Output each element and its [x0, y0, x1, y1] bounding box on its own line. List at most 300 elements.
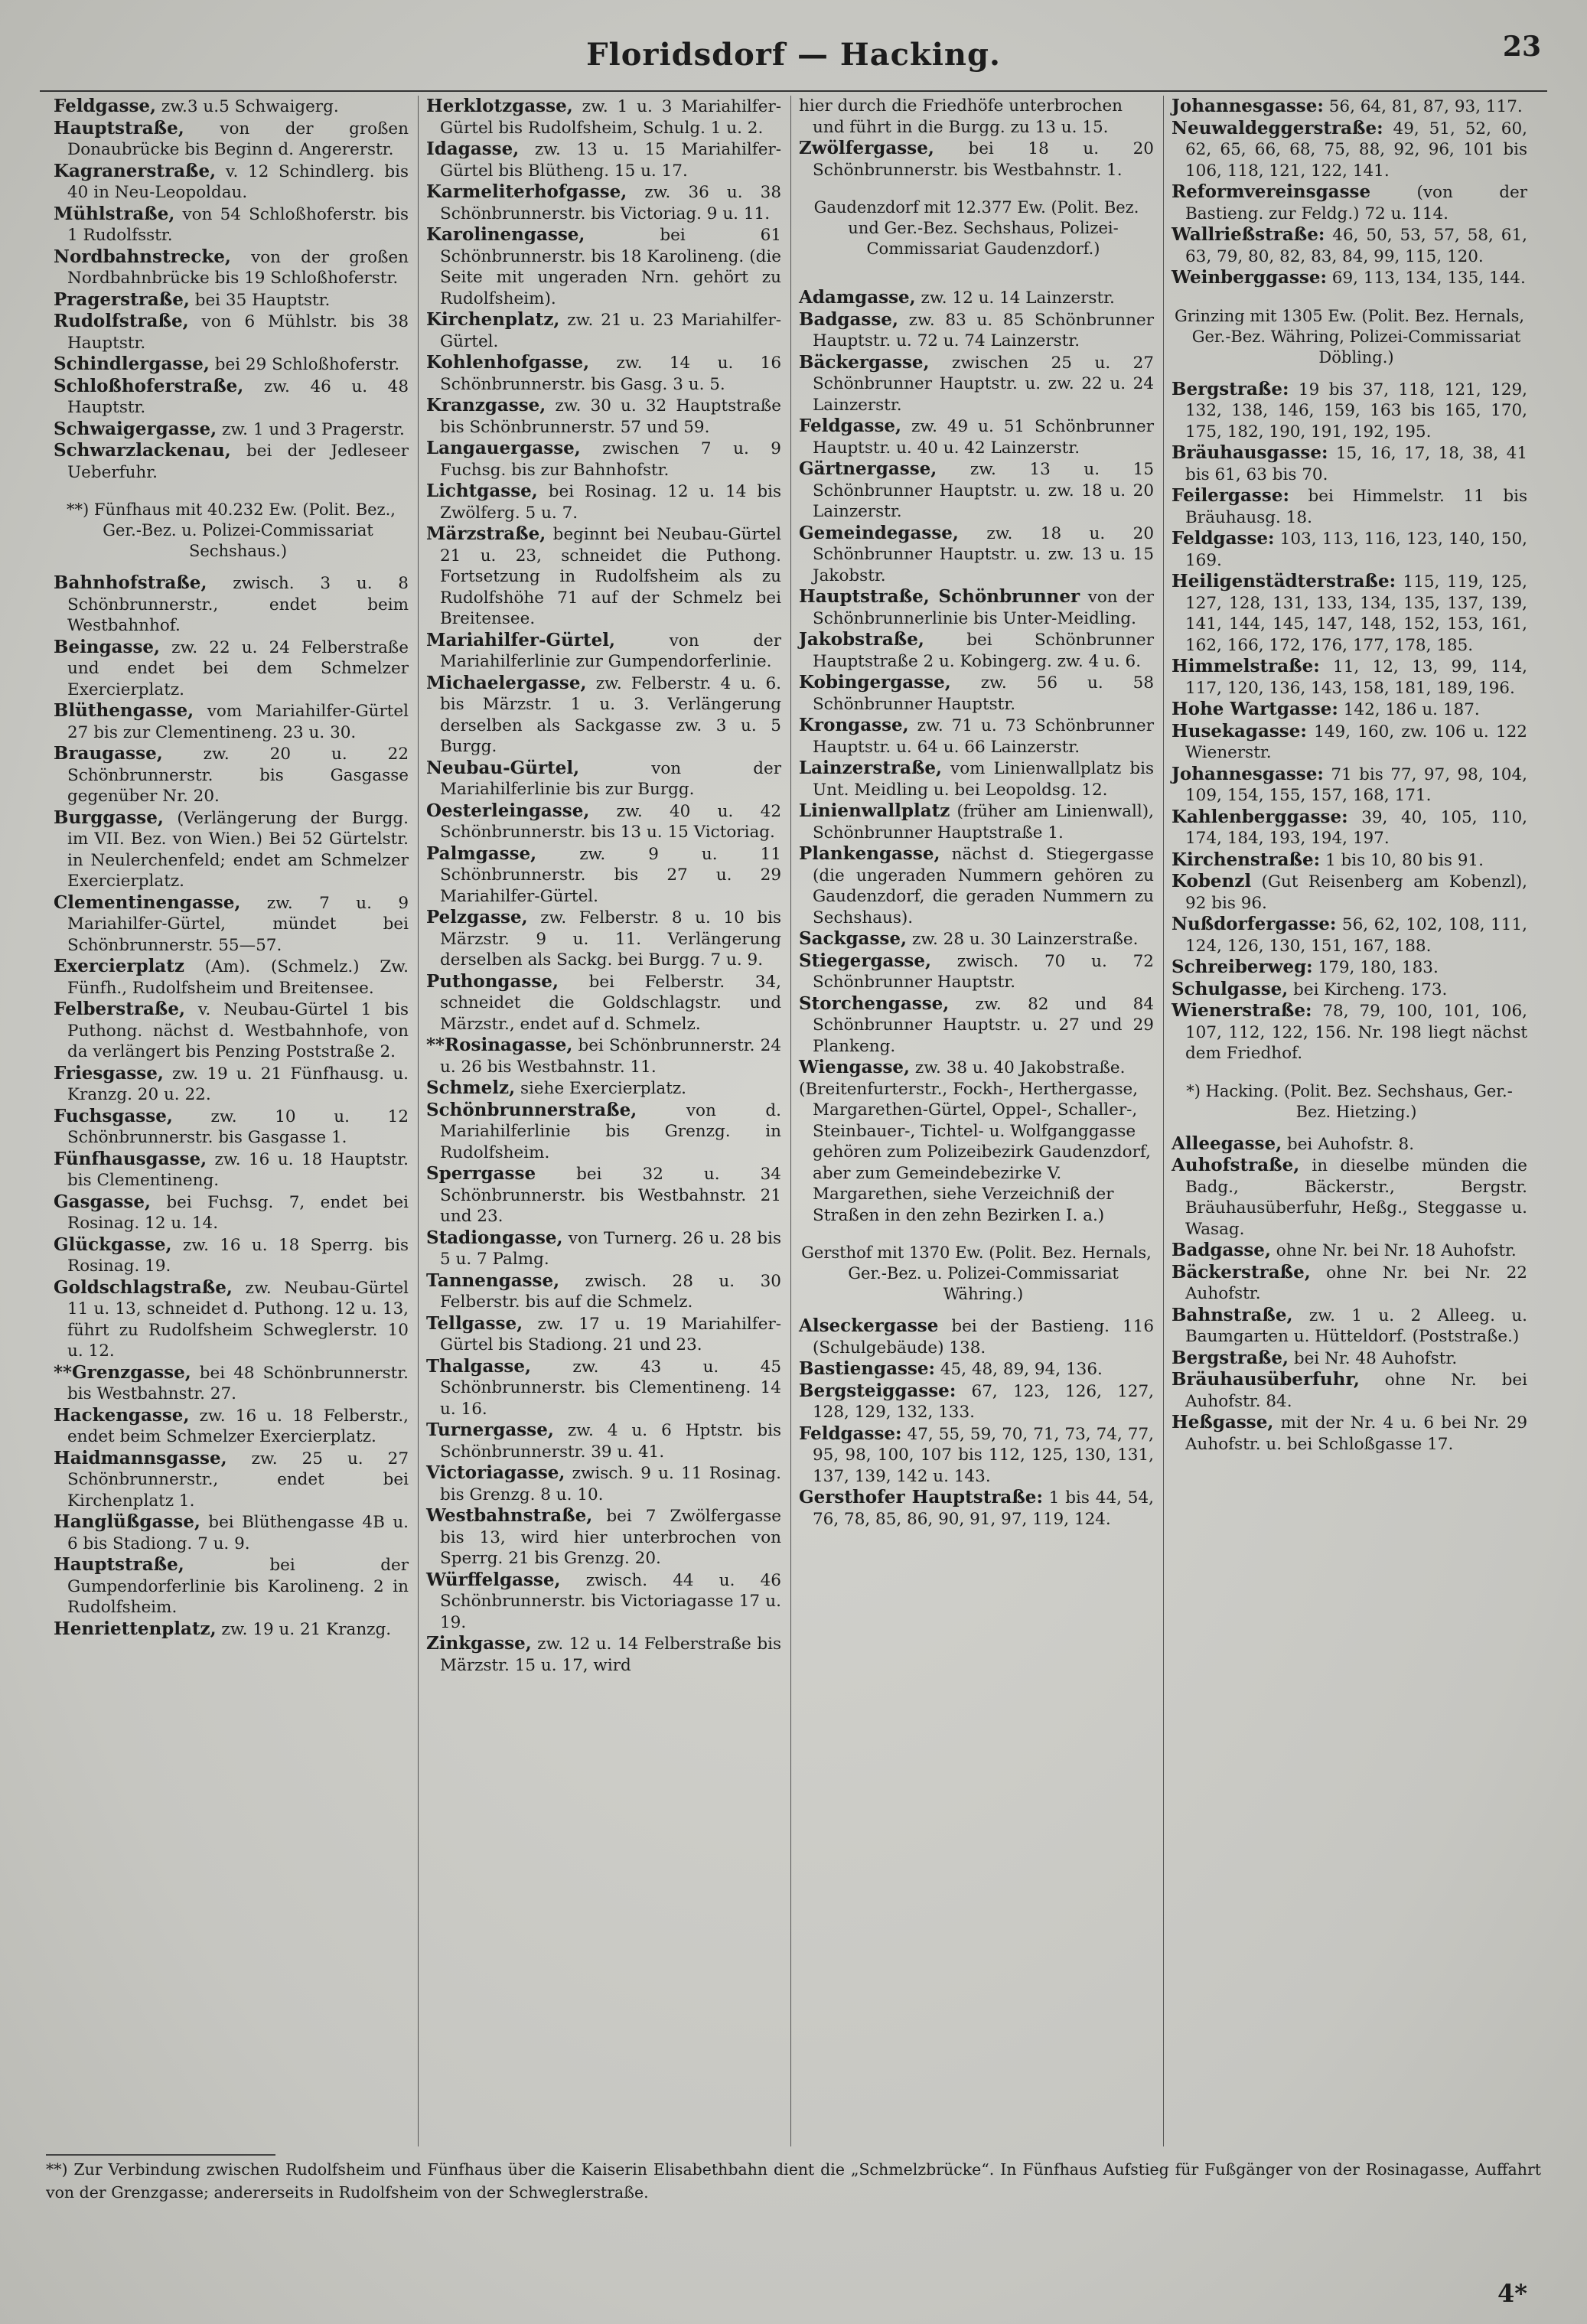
street-name: Bäckergasse, [799, 351, 930, 373]
page-number: 23 [1502, 31, 1541, 63]
street-entry [54, 1618, 409, 1641]
street-name: Feldgasse: [799, 1423, 902, 1444]
street-description: zw. 4 u. 6 Hptstr. bis Schönbrunnerstr. 39 u. 41. [440, 1421, 781, 1462]
street-entry [54, 892, 409, 957]
street-description: 103, 113, 116, 123, 140, 150, 169. [1185, 530, 1527, 570]
street-description: 69, 113, 134, 135, 144. [1326, 269, 1526, 288]
street-name: Mühlstraße, [54, 203, 175, 224]
street-description: zw. 13 u. 15 Schönbrunner Hauptstr. u. zw. 18 u. 20 Lainzerstr. [813, 460, 1154, 521]
street-entry [426, 139, 781, 181]
street-description: 67, 123, 126, 127, 128, 129, 132, 133. [813, 1381, 1154, 1422]
street-entry [54, 204, 409, 246]
street-description: 149, 160, zw. 106 u. 122 Wienerstr. [1185, 722, 1527, 762]
street-description: zw. 16 u. 18 Sperrg. bis Rosinag. 19. [67, 1235, 409, 1276]
street-name: Kobenzl [1172, 871, 1252, 891]
street-entry [1172, 267, 1527, 289]
street-name: Wallrießstraße: [1172, 224, 1325, 245]
street-description: zw. 71 u. 73 Schönbrunner Hauptstr. u. 64 u. 66 Lainzerstr. [813, 716, 1154, 757]
street-entry [799, 1380, 1154, 1423]
street-entry [1172, 764, 1527, 807]
street-entry [1172, 807, 1527, 849]
street-description: bei Blüthengasse 4B u. 6 bis Stadiong. 7 u. 9. [67, 1513, 409, 1553]
street-entry [1172, 485, 1527, 528]
street-name: Bergstraße, [1172, 1347, 1289, 1368]
street-entry [426, 1462, 781, 1505]
street-description: in dieselbe münden die Badg., Bäckerstr., Bergstr. Bräuhausüberfuhr, Heßg., Steggasse u. Wasag. [1185, 1156, 1527, 1239]
street-name: Friesgasse, [54, 1062, 164, 1084]
street-name: Feldgasse, [54, 96, 157, 116]
street-name: Wienerstraße: [1172, 1000, 1312, 1021]
signature-mark: 4* [1497, 2279, 1527, 2308]
street-description: zw. Neubau-Gürtel 11 u. 13, schneidet d. Puthong. 12 u. 13, führt zu Rudolfsheim Schweglerstr. 10 u. 12. [67, 1278, 409, 1361]
street-name: Herklotzgasse, [426, 96, 573, 116]
street-description: bei Schönbrunner Hauptstraße 2 u. Kobingerg. zw. 4 u. 6. [813, 631, 1154, 671]
street-description: bei Himmelstr. 11 bis Bräuhausg. 18. [1185, 487, 1527, 527]
street-name: Gasgasse, [54, 1191, 152, 1212]
street-entry [54, 572, 409, 637]
street-entry [799, 1487, 1154, 1530]
street-name: Badgasse, [1172, 1240, 1271, 1260]
street-description: bei 35 Hauptstr. [189, 290, 331, 310]
street-entry [54, 1362, 409, 1405]
street-entry [426, 630, 781, 673]
street-entry [1172, 1348, 1527, 1370]
street-entry [1172, 1262, 1527, 1305]
street-name: Schwarzlackenau, [54, 440, 231, 461]
street-name: Schönbrunnerstraße, [426, 1099, 637, 1120]
street-description: bei 18 u. 20 Schönbrunnerstr. bis Westbahnstr. 1. [813, 139, 1154, 180]
section-spacer [799, 181, 1154, 197]
street-entry [426, 758, 781, 800]
street-name: Stiegergasse, [799, 950, 931, 971]
street-entry [426, 673, 781, 758]
street-description: bei Rosinag. 12 u. 14 bis Zwölferg. 5 u. 7. [440, 482, 781, 523]
street-description: zw. 10 u. 12 Schönbrunnerstr. bis Gasgasse 1. [67, 1107, 409, 1147]
column-1 [46, 96, 419, 2146]
street-name: Hauptstraße, [54, 1554, 184, 1575]
street-name: Heßgasse, [1172, 1412, 1274, 1433]
street-name: Johannesgasse: [1172, 763, 1324, 784]
street-name: Zinkgasse, [426, 1633, 532, 1654]
street-name: Puthongasse, [426, 970, 559, 992]
street-name: Storchengasse, [799, 993, 950, 1014]
street-entry [54, 376, 409, 419]
street-name: Bräuhausgasse: [1172, 442, 1328, 463]
street-name: Palmgasse, [426, 843, 537, 864]
street-description: zw. 16 u. 18 Hauptstr. bis Clementineng. [67, 1149, 409, 1190]
street-name: Nußdorfergasse: [1172, 914, 1337, 934]
column-4 [1164, 96, 1536, 2146]
street-description: von der Mariahilferlinie zur Gumpendorferlinie. [440, 631, 781, 671]
street-name: Bahnstraße, [1172, 1304, 1293, 1325]
street-description: 15, 16, 17, 18, 38, 41 bis 61, 63 bis 70. [1185, 444, 1527, 484]
street-description: von der großen Nordbahnbrücke bis 19 Schloßhoferstr. [67, 247, 409, 288]
street-name: Henriettenplatz, [54, 1618, 217, 1639]
street-entry [799, 309, 1154, 352]
page-header [0, 29, 1587, 83]
street-description: bei der Bastieng. 116 (Schulgebäude) 138. [813, 1317, 1154, 1358]
street-name: Beingasse, [54, 636, 161, 657]
street-name: Haidmannsgasse, [54, 1447, 227, 1468]
street-name: Pelzgasse, [426, 907, 528, 927]
street-description: bei der Jedleseer Ueberfuhr. [67, 442, 409, 482]
street-name: Schulgasse, [1172, 978, 1289, 999]
street-name: Heiligenstädterstraße: [1172, 571, 1396, 592]
street-description: v. Neubau-Gürtel 1 bis Puthong. nächst d. Westbahnhofe, von da verlängert bis Penzing Poststraße 2. [67, 1000, 409, 1061]
street-name: Kohlenhofgasse, [426, 352, 590, 373]
street-name: Bahnhofstraße, [54, 572, 207, 593]
street-description: bei Schönbrunnerstr. 24 u. 26 bis Westbahnstr. 11. [440, 1036, 781, 1077]
section-heading: *) Hacking. (Polit. Bez. Sechshaus, Ger.-Bez. Hietzing.) [1186, 1081, 1513, 1121]
street-entry [1172, 1133, 1527, 1155]
street-description: mit der Nr. 4 u. 6 bei Nr. 29 Auhofstr. u. bei Schloßgasse 17. [1185, 1413, 1527, 1454]
street-entry [1172, 224, 1527, 267]
street-entry [54, 96, 409, 118]
street-entry [799, 287, 1154, 309]
street-name: **Rosinagasse, [426, 1035, 573, 1055]
street-name: Feldgasse, [799, 416, 902, 436]
section-spacer [1172, 1064, 1527, 1081]
street-name: Schindlergasse, [54, 354, 210, 374]
street-description: zw. 20 u. 22 Schönbrunnerstr. bis Gasgasse gegenüber Nr. 20. [67, 745, 409, 806]
street-name: Goldschlagstraße, [54, 1276, 233, 1298]
street-entry [54, 419, 409, 441]
street-entry [1172, 1305, 1527, 1348]
street-name: Neuwaldeggerstraße: [1172, 117, 1383, 139]
column-2 [419, 96, 791, 2146]
street-name: Gemeindegasse, [799, 522, 959, 543]
street-entry [799, 672, 1154, 715]
running-title: Floridsdorf — Hacking. [586, 37, 1001, 73]
street-description: zw. 56 u. 58 Schönbrunner Hauptstr. [813, 673, 1154, 714]
street-description: 56, 62, 102, 108, 111, 124, 126, 130, 151, 167, 188. [1185, 915, 1527, 956]
street-description: zw. 18 u. 20 Schönbrunner Hauptstr. u. zw. 13 u. 15 Jakobstr. [813, 523, 1154, 585]
street-entry [426, 523, 781, 630]
street-entry [1172, 1155, 1527, 1240]
street-name: Sperrgasse [426, 1163, 536, 1184]
street-entry [799, 758, 1154, 800]
street-entry [426, 1569, 781, 1634]
street-entry [54, 440, 409, 483]
street-entry [1172, 1240, 1527, 1262]
street-name: Feldgasse: [1172, 528, 1275, 549]
street-name: Schreiberweg: [1172, 957, 1313, 977]
street-name: Auhofstraße, [1172, 1155, 1300, 1175]
street-entry [799, 138, 1154, 181]
street-name: Badgasse, [799, 308, 898, 330]
street-description: zw. 49 u. 51 Schönbrunner Hauptstr. u. 40 u. 42 Lainzerstr. [813, 417, 1154, 458]
street-entry [54, 1063, 409, 1106]
street-entry [799, 715, 1154, 758]
street-entry [1172, 118, 1527, 182]
street-description: vom Linienwallplatz bis Unt. Meidling u. bei Leopoldsg. 12. [813, 759, 1154, 800]
street-entry [1172, 379, 1527, 443]
street-description: zw. 22 u. 24 Felberstraße und endet bei dem Schmelzer Exercierplatz. [67, 637, 409, 699]
text-columns [46, 96, 1538, 2146]
header-rule [40, 90, 1547, 92]
street-name: Stadiongasse, [426, 1227, 563, 1248]
street-name: Hackengasse, [54, 1404, 190, 1426]
street-name: Zwölfergasse, [799, 138, 934, 158]
street-name: Sackgasse, [799, 928, 907, 949]
street-name: Hauptstraße, [54, 117, 184, 139]
street-entry [426, 1227, 781, 1270]
street-description: (früher am Linienwall), Schönbrunner Hauptstraße 1. [813, 802, 1154, 843]
street-name: Tannengasse, [426, 1270, 560, 1291]
street-name: Blüthengasse, [54, 700, 194, 721]
section-spacer [799, 270, 1154, 287]
street-description: bei 7 Zwölfergasse bis 13, wird hier unterbrochen von Sperrg. 21 bis Grenzg. 20. [440, 1507, 781, 1568]
street-name: Kirchenplatz, [426, 309, 560, 330]
street-description: ohne Nr. bei Auhofstr. 84. [1185, 1371, 1527, 1411]
street-name: Schmelz, [426, 1077, 516, 1098]
street-description: zw. 13 u. 15 Mariahilfer-Gürtel bis Blütheng. 15 u. 17. [440, 140, 781, 181]
section-spacer [1172, 289, 1527, 306]
street-entry [426, 843, 781, 908]
street-description: von Turnerg. 26 u. 28 bis 5 u. 7 Palmg. [440, 1228, 781, 1269]
street-entry [426, 1356, 781, 1420]
street-name: Karmeliterhofgasse, [426, 181, 627, 202]
street-name: **Grenzgasse, [54, 1361, 191, 1383]
street-name: Bräuhausüberfuhr, [1172, 1369, 1360, 1390]
section-heading: Gersthof mit 1370 Ew. (Polit. Bez. Hernals, Ger.-Bez. u. Polizei-Commissariat Währing.) [801, 1243, 1152, 1303]
street-description: zwischen 7 u. 9 Fuchsg. bis zur Bahnhofstr. [440, 439, 781, 480]
street-entry [799, 1057, 1154, 1079]
street-name: Kirchenstraße: [1172, 849, 1321, 870]
street-name: Burggasse, [54, 807, 164, 828]
street-description: zw. 9 u. 11 Schönbrunnerstr. bis 27 u. 29 Mariahilfer-Gürtel. [440, 844, 781, 906]
street-description: 56, 64, 81, 87, 93, 117. [1323, 97, 1523, 116]
street-name: Exercierplatz [54, 956, 184, 976]
street-description: 1 bis 10, 80 bis 91. [1320, 850, 1484, 870]
street-description: zw. 40 u. 42 Schönbrunnerstr. bis 13 u. 15 Victoriag. [440, 801, 781, 842]
street-name: Lichtgasse, [426, 481, 538, 501]
street-entry [799, 352, 1154, 416]
section-spacer [54, 483, 409, 500]
street-entry [54, 743, 409, 807]
street-description: zw. 17 u. 19 Mariahilfer-Gürtel bis Stadiong. 21 und 23. [440, 1314, 781, 1354]
street-description: ohne Nr. bei Nr. 22 Auhofstr. [1185, 1263, 1527, 1303]
street-name: Michaelergasse, [426, 672, 587, 693]
column-3 [791, 96, 1164, 2146]
street-description: (Am). (Schmelz.) Zw. Fünfh., Rudolfsheim und Breitensee. [67, 957, 409, 998]
street-name: Bergstraße: [1172, 378, 1289, 399]
street-entry [426, 309, 781, 352]
street-entry [54, 1511, 409, 1554]
street-entry [799, 928, 1154, 950]
street-entry [54, 1106, 409, 1149]
street-name: Wiengasse, [799, 1057, 911, 1077]
street-name: Fünfhausgasse, [54, 1148, 207, 1169]
street-entry [799, 1315, 1154, 1358]
street-name: Bäckerstraße, [1172, 1261, 1311, 1283]
street-description: zw. Felberstr. 8 u. 10 bis Märzstr. 9 u. 11. Verlängerung derselben als Sackg. bei Burgg. 7 u. 9. [440, 908, 781, 970]
street-entry [426, 438, 781, 481]
street-description: 49, 51, 52, 60, 62, 65, 66, 68, 75, 88, 92, 96, 101 bis 106, 118, 121, 122, 141. [1185, 119, 1527, 181]
street-name: Hauptstraße, Schönbrunner [799, 586, 1080, 607]
street-name: Bergsteiggasse: [799, 1380, 956, 1401]
street-description: zwisch. 9 u. 11 Rosinag. bis Grenzg. 8 u. 10. [440, 1464, 781, 1504]
street-entry [426, 395, 781, 438]
street-name: Hanglüßgasse, [54, 1511, 200, 1532]
street-description: 1 bis 44, 54, 76, 78, 85, 86, 90, 91, 97, 119, 124. [813, 1488, 1154, 1529]
street-name: Krongasse, [799, 715, 909, 735]
section-heading: **) Fünfhaus mit 40.232 Ew. (Polit. Bez., Ger.-Bez. u. Polizei-Commissariat Sechshaus.) [67, 500, 396, 560]
street-name: Glückgasse, [54, 1234, 172, 1255]
street-entry [54, 1234, 409, 1277]
street-entry [54, 637, 409, 701]
street-description: bei Fuchsg. 7, endet bei Rosinag. 12 u. 14. [67, 1192, 409, 1233]
street-name: Alseckergasse [799, 1315, 939, 1336]
street-name: Fuchsgasse, [54, 1105, 173, 1126]
street-name: Feilergasse: [1172, 485, 1289, 506]
street-name: Nordbahnstrecke, [54, 246, 231, 267]
street-description: zw. 1 und 3 Pragerstr. [217, 419, 405, 439]
street-description: zw. 83 u. 85 Schönbrunner Hauptstr. u. 72 u. 74 Lainzerstr. [813, 310, 1154, 350]
street-description: zwisch. 70 u. 72 Schönbrunner Hauptstr. [813, 951, 1154, 992]
street-description: zwisch. 44 u. 46 Schönbrunnerstr. bis Victoriagasse 17 u. 19. [440, 1570, 781, 1632]
street-description: zw. 28 u. 30 Lainzerstraße. [906, 930, 1139, 949]
street-name: Märzstraße, [426, 523, 546, 544]
street-entry [54, 246, 409, 289]
street-description: 47, 55, 59, 70, 71, 73, 74, 77, 95, 98, 100, 107 bis 112, 125, 130, 131, 137, 139, 142 u. 143. [813, 1424, 1154, 1486]
street-name: Kahlenberggasse: [1172, 806, 1348, 827]
street-name: Kagranerstraße, [54, 160, 217, 181]
street-entry [799, 993, 1154, 1058]
street-description: zw. 12 u. 14 Felberstraße bis Märzstr. 15 u. 17, wird [440, 1635, 781, 1675]
street-name: Himmelstraße: [1172, 656, 1320, 676]
continuation-text: hier durch die Friedhöfe unterbrochen und führt in die Burgg. zu 13 u. 15. [799, 96, 1123, 137]
street-name: Langauergasse, [426, 438, 581, 458]
street-name: Hohe Wartgasse: [1172, 699, 1338, 719]
section-spacer [799, 1226, 1154, 1243]
street-description: zwisch. 3 u. 8 Schönbrunnerstr., endet beim Westbahnhof. [67, 574, 409, 635]
street-description: zw. 7 u. 9 Mariahilfer-Gürtel, mündet bei Schönbrunnerstr. 55—57. [67, 893, 409, 955]
street-entry [799, 458, 1154, 523]
street-entry [1172, 96, 1527, 118]
street-description: ohne Nr. bei Nr. 18 Auhofstr. [1270, 1241, 1517, 1260]
street-description: bei 48 Schönbrunnerstr. bis Westbahnstr. 27. [67, 1363, 409, 1403]
street-entry [426, 1100, 781, 1164]
street-entry [54, 700, 409, 743]
street-entry [54, 354, 409, 376]
street-name: Adamgasse, [799, 287, 916, 308]
street-description: zw. 36 u. 38 Schönbrunnerstr. bis Victoriag. 9 u. 11. [440, 183, 781, 223]
street-name: Karolinengasse, [426, 224, 585, 245]
street-entry [54, 118, 409, 161]
street-name: Pragerstraße, [54, 288, 190, 310]
street-entry [426, 1035, 781, 1077]
street-description: zw. 14 u. 16 Schönbrunnerstr. bis Gasg. 3 u. 5. [440, 354, 781, 394]
street-description: von d. Mariahilferlinie bis Grenzg. in Rudolfsheim. [440, 1100, 781, 1162]
street-name: Braugasse, [54, 743, 163, 764]
street-entry [54, 1191, 409, 1234]
street-description: 11, 12, 13, 99, 114, 117, 120, 136, 143, 158, 181, 189, 196. [1185, 657, 1527, 698]
street-description: von 54 Schloßhoferstr. bis 1 Rudolfsstr. [67, 204, 409, 245]
street-description: von 6 Mühlstr. bis 38 Hauptstr. [67, 312, 409, 353]
street-entry [426, 1313, 781, 1356]
street-entry [54, 807, 409, 892]
street-entry [426, 1505, 781, 1569]
street-description: 19 bis 37, 118, 121, 129, 132, 138, 146, 159, 163 bis 165, 170, 175, 182, 190, 191, 192, 195. [1185, 380, 1527, 442]
street-entry [54, 999, 409, 1063]
continuation-text: (Breitenfurterstr., Fockh-, Herthergasse, Margarethen-Gürtel, Oppel-, Schaller-, Steinbauer-, Tichtel- u. Wolfganggasse gehören zum Polizeibezirk Gaudenzdorf, aber zum Gemeindebezirke V. Margarethen, siehe Verzeichniß der Straßen in den zehn Bezirken I. a.) [799, 1079, 1151, 1225]
street-entry [54, 1405, 409, 1448]
street-name: Rudolfstraße, [54, 311, 189, 331]
street-description: zw. 43 u. 45 Schönbrunnerstr. bis Clementineng. 14 u. 16. [440, 1357, 781, 1419]
street-entry [1172, 571, 1527, 656]
street-name: Oesterleingasse, [426, 800, 590, 821]
street-name: Clementinengasse, [54, 891, 241, 913]
street-entry [1172, 957, 1527, 979]
street-entry [1172, 181, 1527, 224]
street-entry [1172, 979, 1527, 1001]
street-description: zw. 25 u. 27 Schönbrunnerstr., endet bei Kirchenplatz 1. [67, 1449, 409, 1511]
street-name: Johannesgasse: [1172, 96, 1324, 116]
street-entry [426, 181, 781, 224]
street-name: Mariahilfer-Gürtel, [426, 629, 615, 650]
street-name: Jakobstraße, [799, 629, 924, 650]
street-entry [799, 416, 1154, 458]
street-entry [54, 1448, 409, 1512]
street-description: 78, 79, 100, 101, 106, 107, 112, 122, 156. Nr. 198 liegt nächst dem Friedhof. [1185, 1002, 1527, 1063]
street-entry [799, 1423, 1154, 1488]
street-description: (Verlängerung der Burgg. im VII. Bez. von Wien.) Bei 52 Gürtelstr. in Neulerchenfeld; endet am Schmelzer Exercierplatz. [67, 808, 409, 891]
street-description: zw. 1 u. 3 Mariahilfer-Gürtel bis Rudolfsheim, Schulg. 1 u. 2. [440, 97, 781, 138]
street-entry [799, 1358, 1154, 1380]
street-description: v. 12 Schindlerg. bis 40 in Neu-Leopoldau. [67, 161, 409, 202]
street-entry [799, 629, 1154, 672]
street-description: zwisch. 28 u. 30 Felberstr. bis auf die Schmelz. [440, 1271, 781, 1312]
street-description: vom Mariahilfer-Gürtel 27 bis zur Clementineng. 23 u. 30. [67, 702, 409, 742]
street-description: bei Felberstr. 34, schneidet die Goldschlagstr. und Märzstr., endet auf d. Schmelz. [440, 972, 781, 1034]
street-description: zw. Felberstr. 4 u. 6. bis Märzstr. 1 u. 3. Verlängerung derselben als Sackgasse zw. 3 u. 5 Burgg. [440, 673, 781, 756]
street-entry [1172, 849, 1527, 872]
street-description: zw. 21 u. 23 Mariahilfer-Gürtel. [440, 311, 781, 351]
street-description: von der großen Donaubrücke bis Beginn d. Angererstr. [67, 119, 409, 159]
footnote: **) Zur Verbindung zwischen Rudolfsheim und Fünfhaus über die Kaiserin Elisabethbahn dient die „Schmelzbrücke“. In Fünfhaus Aufstieg für Fußgänger von der Rosinagasse, Auffahrt von der Grenzgasse; andererseits in Rudolfsheim von der Schweglerstraße. [46, 2160, 1541, 2202]
street-entry [54, 311, 409, 354]
street-entry [426, 224, 781, 309]
street-entry [799, 523, 1154, 587]
street-description: zw. 1 u. 2 Alleeg. u. Baumgarten u. Hütteldorf. (Poststraße.) [1185, 1305, 1527, 1346]
street-description: zw. 19 u. 21 Fünfhausg. u. Kranzg. 20 u. 22. [67, 1064, 409, 1104]
street-entry [426, 1077, 781, 1100]
street-name: Schwaigergasse, [54, 418, 217, 439]
street-entry [799, 800, 1154, 843]
street-entry [799, 586, 1154, 629]
street-description: zw. 46 u. 48 Hauptstr. [67, 376, 409, 417]
street-entry [426, 96, 781, 139]
street-entry [1172, 721, 1527, 764]
street-description: 39, 40, 105, 110, 174, 184, 193, 194, 197. [1185, 807, 1527, 848]
street-name: Weinberggasse: [1172, 267, 1327, 288]
street-name: Plankengasse, [799, 843, 940, 864]
street-entry [799, 950, 1154, 993]
section-heading: Grinzing mit 1305 Ew. (Polit. Bez. Hernals, Ger.-Bez. Währing, Polizei-Commissariat Döbling.) [1174, 306, 1525, 367]
street-entry [1172, 1000, 1527, 1064]
street-description: beginnt bei Neubau-Gürtel 21 u. 23, schneidet die Puthong. Fortsetzung in Rudolfsheim als zu Rudolfshöhe 71 auf der Schmelz bei Breitensee. [440, 525, 781, 628]
street-name: Felberstraße, [54, 999, 185, 1019]
street-description: bei Nr. 48 Auhofstr. [1288, 1348, 1458, 1368]
street-entry [426, 1419, 781, 1462]
street-description: bei 29 Schloßhoferstr. [209, 355, 400, 374]
street-entry [426, 907, 781, 971]
street-description: 142, 186 u. 187. [1338, 700, 1480, 719]
street-name: Gärtnergasse, [799, 458, 937, 479]
street-description: zw. 82 und 84 Schönbrunner Hauptstr. u. 27 und 29 Plankeng. [813, 994, 1154, 1056]
street-name: Alleegasse, [1172, 1133, 1282, 1154]
